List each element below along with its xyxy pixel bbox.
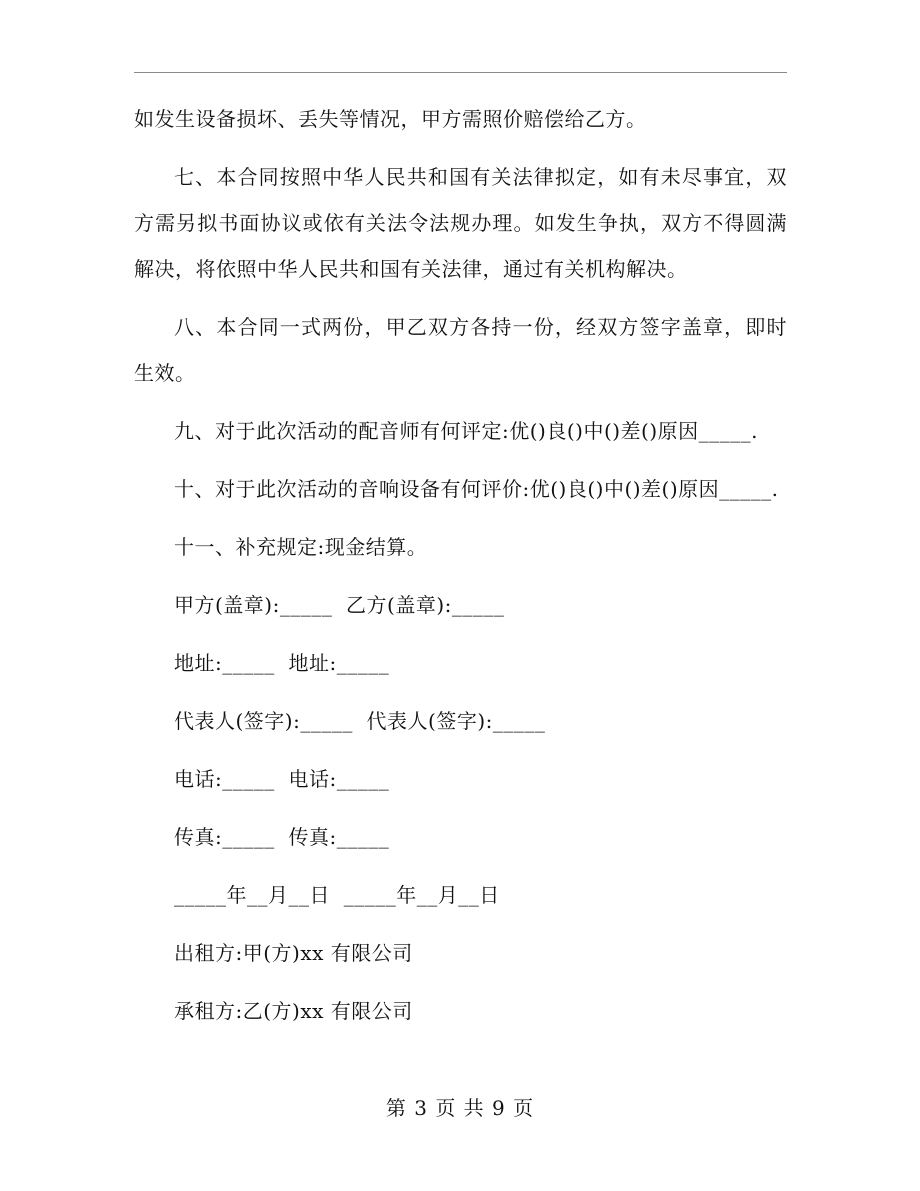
paragraph-clause-9: 九、对于此次活动的配音师有何评定:优()良()中()差()原因_____. bbox=[174, 419, 759, 443]
paragraph-equipment-damage: 如发生设备损坏、丢失等情况，甲方需照价赔偿给乙方。 bbox=[134, 107, 647, 131]
lessee-line: 承租方:乙(方)xx 有限公司 bbox=[174, 999, 413, 1023]
page-number-footer: 第 3 页 共 9 页 bbox=[385, 1096, 535, 1120]
paragraph-clause-10: 十、对于此次活动的音响设备有何评价:优()良()中()差()原因_____. bbox=[174, 477, 779, 501]
signature-phone-line: 电话:_____ 电话:_____ bbox=[174, 767, 390, 791]
paragraph-clause-8: 八、本合同一式两份，甲乙双方各持一份，经双方签字盖章，即时生效。 bbox=[134, 315, 787, 385]
signature-fax-line: 传真:_____ 传真:_____ bbox=[174, 825, 390, 849]
header-divider bbox=[134, 72, 787, 73]
paragraph-clause-7: 七、本合同按照中华人民共和国有关法律拟定，如有未尽事宜，双方需另拟书面协议或依有关法令法规办理。如发生争执，双方不得圆满解决，将依照中华人民共和国有关法律，通过有关机构解决。 bbox=[134, 165, 787, 281]
paragraph-clause-11: 十一、补充规定:现金结算。 bbox=[174, 535, 428, 559]
signature-seal-line: 甲方(盖章):_____ 乙方(盖章):_____ bbox=[174, 593, 505, 617]
signature-address-line: 地址:_____ 地址:_____ bbox=[174, 651, 390, 675]
signature-representative-line: 代表人(签字):_____ 代表人(签字):_____ bbox=[174, 709, 546, 733]
signature-date-line: _____年__月__日 _____年__月__日 bbox=[174, 883, 500, 907]
lessor-line: 出租方:甲(方)xx 有限公司 bbox=[174, 941, 413, 965]
document-body bbox=[134, 96, 787, 1046]
